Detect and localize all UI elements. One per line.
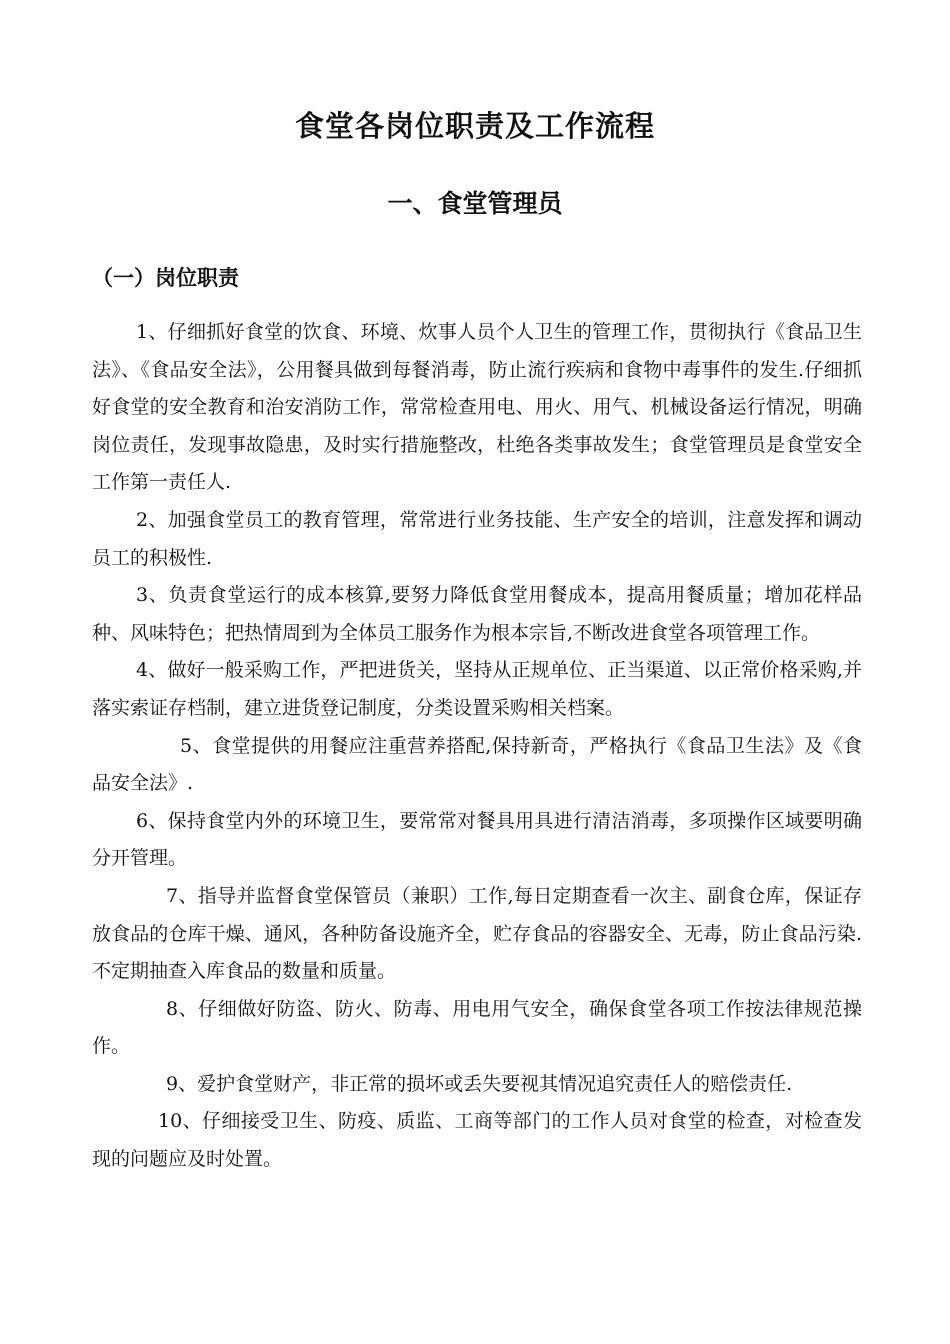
document-title: 食堂各岗位职责及工作流程 [294,109,655,143]
paragraph-2: 2、加强食堂员工的教育管理，常常进行业务技能、生产安全的培训，注意发挥和调动员工的积极性. [92,508,862,569]
section-title: 一、食堂管理员 [387,189,563,218]
paragraph-6: 6、保持食堂内外的环境卫生，要常常对餐具用具进行清洁消毒，多项操作区域要明确分开管理。 [92,809,862,870]
paragraph-3: 3、负责食堂运行的成本核算,要努力降低食堂用餐成本，提高用餐质量；增加花样品种、风味特色；把热情周到为全体员工服务作为根本宗旨,不断改进食堂各项管理工作。 [92,584,862,644]
paragraph-9: 9、爱护食堂财产，非正常的损坏或丢失要视其情况追究责任人的赔偿责任. [166,1072,793,1095]
paragraph-5: 5、食堂提供的用餐应注重营养搭配,保持新奇，严格执行《食品卫生法》及《食品安全法》. [92,734,862,795]
paragraph-4: 4、做好一般采购工作，严把进货关，坚持从正规单位、正当渠道、以正常价格采购,并落实索证存档制，建立进货登记制度，分类设置采购相关档案。 [92,659,862,719]
document-body [92,314,862,1179]
paragraph-7: 7、指导并监督食堂保管员（兼职）工作,每日定期查看一次主、副食仓库，保证存放食品的仓库干燥、通风，各种防备设施齐全，贮存食品的容器安全、无毒，防止食品污染.不定期抽查入库食品的数量和质量。 [92,884,862,983]
paragraph-10: 10、仔细接受卫生、防疫、质监、工商等部门的工作人员对食堂的检查，对检查发现的问题应及时处置。 [92,1110,862,1171]
paragraph-8: 8、仔细做好防盗、防火、防毒、用电用气安全，确保食堂各项工作按法律规范操作。 [92,997,862,1058]
subsection-title: （一）岗位职责 [92,266,239,290]
paragraph-1: 1、仔细抓好食堂的饮食、环境、炊事人员个人卫生的管理工作，贯彻执行《食品卫生法》、《食品安全法》，公用餐具做到每餐消毒，防止流行疾病和食物中毒事件的发生.仔细抓好食堂的安全教育和治安消防工作，常常检查用电、用火、用气、机械设备运行情况，明确岗位责任，发现事故隐患，及时实行措施整改，杜绝各类事故发生；食堂管理员是食堂安全工作第一责任人. [92,321,862,494]
